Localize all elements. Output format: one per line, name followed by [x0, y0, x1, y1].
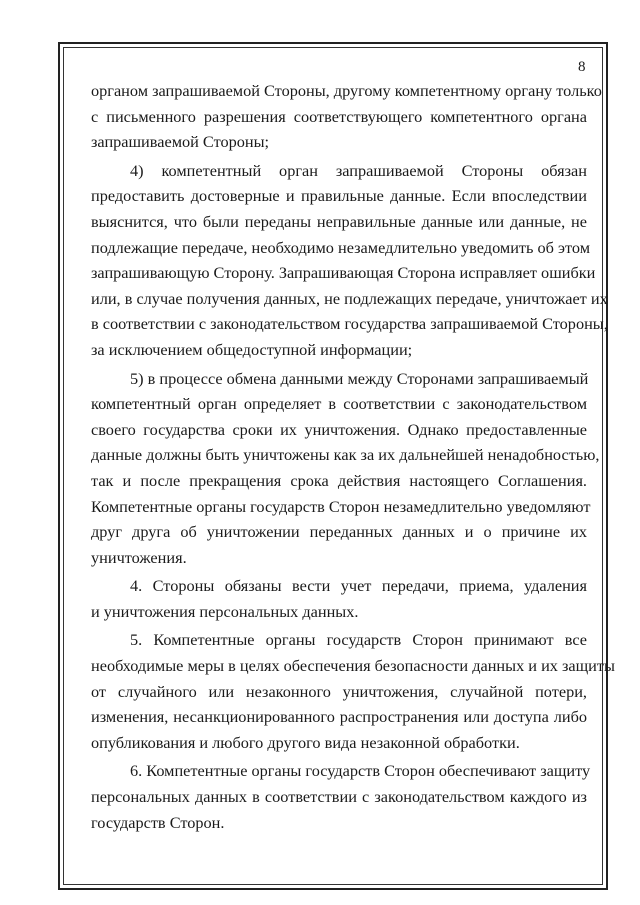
text-line: предоставить достоверные и правильные данные. Если впоследствии — [91, 186, 587, 206]
text-line: компетентный орган определяет в соответствии с законодательством — [91, 394, 587, 414]
text-line: органом запрашиваемой Стороны, другому компетентному органу только — [91, 81, 602, 100]
text-line: от случайного или незаконного уничтожения, случайной потери, — [91, 681, 587, 701]
text-line: своего государства сроки их уничтожения. Однако предоставленные — [91, 419, 587, 439]
text-line: необходимые меры в целях обеспечения безопасности данных и их защиты — [91, 656, 615, 676]
text-line: данные должны быть уничтожены как за их дальнейшей ненадобностью, — [91, 445, 600, 465]
paragraph — [91, 573, 587, 624]
text-line: выяснится, что были переданы неправильные данные или данные, не — [91, 211, 587, 231]
paragraph — [91, 627, 615, 755]
text-line: государств Сторон. — [91, 812, 225, 832]
text-line: персональных данных в соответствии с законодательством каждого из — [91, 787, 587, 807]
text-line: запрашиваемой Стороны; — [91, 132, 270, 152]
paragraph — [91, 758, 591, 835]
text-line: 5. Компетентные органы государств Сторон принимают все — [130, 630, 587, 650]
paragraph — [91, 78, 602, 155]
text-line: 5) в процессе обмена данными между Сторонами запрашиваемый — [130, 368, 589, 388]
text-line: в соответствии с законодательством государства запрашиваемой Стороны, — [91, 314, 608, 334]
text-line: изменения, несанкционированного распространения или доступа либо — [91, 707, 587, 727]
text-line: 4. Стороны обязаны вести учет передачи, приема, удаления — [130, 576, 587, 596]
text-line: 6. Компетентные органы государств Сторон обеспечивают защиту — [130, 761, 591, 781]
text-line: уничтожения. — [91, 547, 187, 567]
text-line: запрашивающую Сторону. Запрашивающая Сторона исправляет ошибки — [91, 263, 596, 283]
text-line: друг друга об уничтожении переданных данных и о причине их — [91, 522, 587, 542]
text-line: так и после прекращения срока действия настоящего Соглашения. — [91, 470, 587, 490]
text-line: за исключением общедоступной информации; — [91, 339, 413, 359]
document-body — [91, 78, 615, 835]
paragraph — [91, 158, 608, 363]
text-line: подлежащие передаче, необходимо незамедлительно уведомить об этом — [91, 237, 591, 257]
text-line: или, в случае получения данных, не подлежащих передаче, уничтожает их — [91, 288, 608, 308]
paragraph — [91, 366, 600, 571]
text-line: с письменного разрешения соответствующего компетентного органа — [91, 106, 587, 126]
text-line: и уничтожения персональных данных. — [91, 601, 359, 621]
page-number: 8 — [578, 59, 586, 75]
text-line: 4) компетентный орган запрашиваемой Стороны обязан — [130, 160, 587, 180]
text-line: опубликования и любого другого вида незаконной обработки. — [91, 732, 520, 752]
text-line: Компетентные органы государств Сторон незамедлительно уведомляют — [91, 496, 591, 516]
